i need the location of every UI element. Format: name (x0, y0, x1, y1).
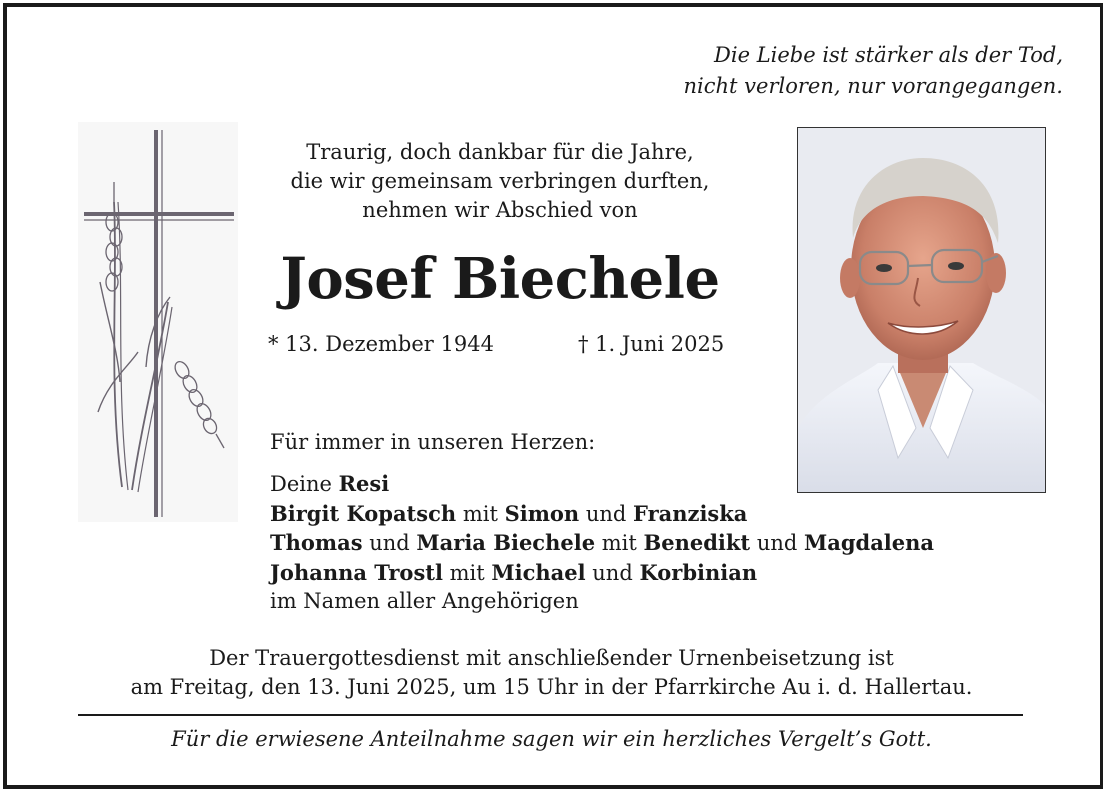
mourners-list (270, 469, 934, 617)
service-line-1: Der Trauergottesdienst mit anschließender Urnenbeisetzung ist (209, 646, 894, 670)
intro-line-3: nehmen wir Abschied von (362, 198, 638, 222)
mourner-name: Resi (338, 471, 390, 496)
mourner-line-3 (270, 528, 934, 558)
mourner-line-1 (270, 469, 934, 499)
mourner-line-2 (270, 499, 934, 529)
intro-text (230, 138, 770, 225)
mourner-name: Maria Biechele (416, 530, 596, 555)
mourner-name: Birgit Kopatsch (270, 500, 457, 526)
intro-line-1: Traurig, doch dankbar für die Jahre, (306, 140, 694, 164)
mourner-name: Korbinian (639, 559, 758, 585)
service-line-2: am Freitag, den 13. Juni 2025, um 15 Uhr in der Pfarrkirche Au i. d. Hallertau. (130, 675, 973, 699)
service-info (0, 644, 1103, 702)
mourner-name: Michael (491, 559, 586, 585)
mourner-name: Thomas (270, 530, 363, 555)
mourner-name: Simon (504, 500, 580, 526)
motto-line-1: Die Liebe ist stärker als der Tod, (714, 43, 1063, 67)
portrait-photo (797, 127, 1046, 493)
mourner-text: Deine (270, 472, 339, 496)
mourner-name: Magdalena (803, 530, 935, 555)
divider (78, 714, 1023, 716)
mourner-text: und (579, 501, 634, 526)
death-date: † 1. Juni 2025 (578, 332, 725, 356)
deceased-name: Josef Biechele (280, 246, 720, 312)
birth-date: * 13. Dezember 1944 (268, 332, 494, 356)
mourner-text: mit (595, 531, 644, 555)
portrait-illustration (798, 128, 1046, 493)
motto (684, 40, 1063, 102)
cross-with-wheat-icon (78, 122, 238, 522)
motto-line-2: nicht verloren, nur vorangegangen. (683, 74, 1063, 98)
thanks-text: Für die erwiesene Anteilnahme sagen wir ein herzliches Vergelt’s Gott. (171, 727, 932, 751)
intro-line-2: die wir gemeinsam verbringen durften, (290, 169, 710, 193)
mourner-line-4 (270, 558, 934, 588)
mourner-line-5: im Namen aller Angehörigen (270, 589, 579, 613)
mourner-text: mit (456, 501, 505, 526)
mourner-name: Johanna Trostl (270, 559, 443, 585)
mourner-name: Benedikt (643, 530, 751, 555)
mourners-heading: Für immer in unseren Herzen: (270, 430, 596, 454)
mourner-text: und (362, 531, 417, 555)
mourner-text: mit (442, 560, 492, 585)
mourner-name: Franziska (633, 500, 748, 526)
mourner-text: und (585, 560, 640, 585)
mourner-text: und (750, 531, 804, 555)
